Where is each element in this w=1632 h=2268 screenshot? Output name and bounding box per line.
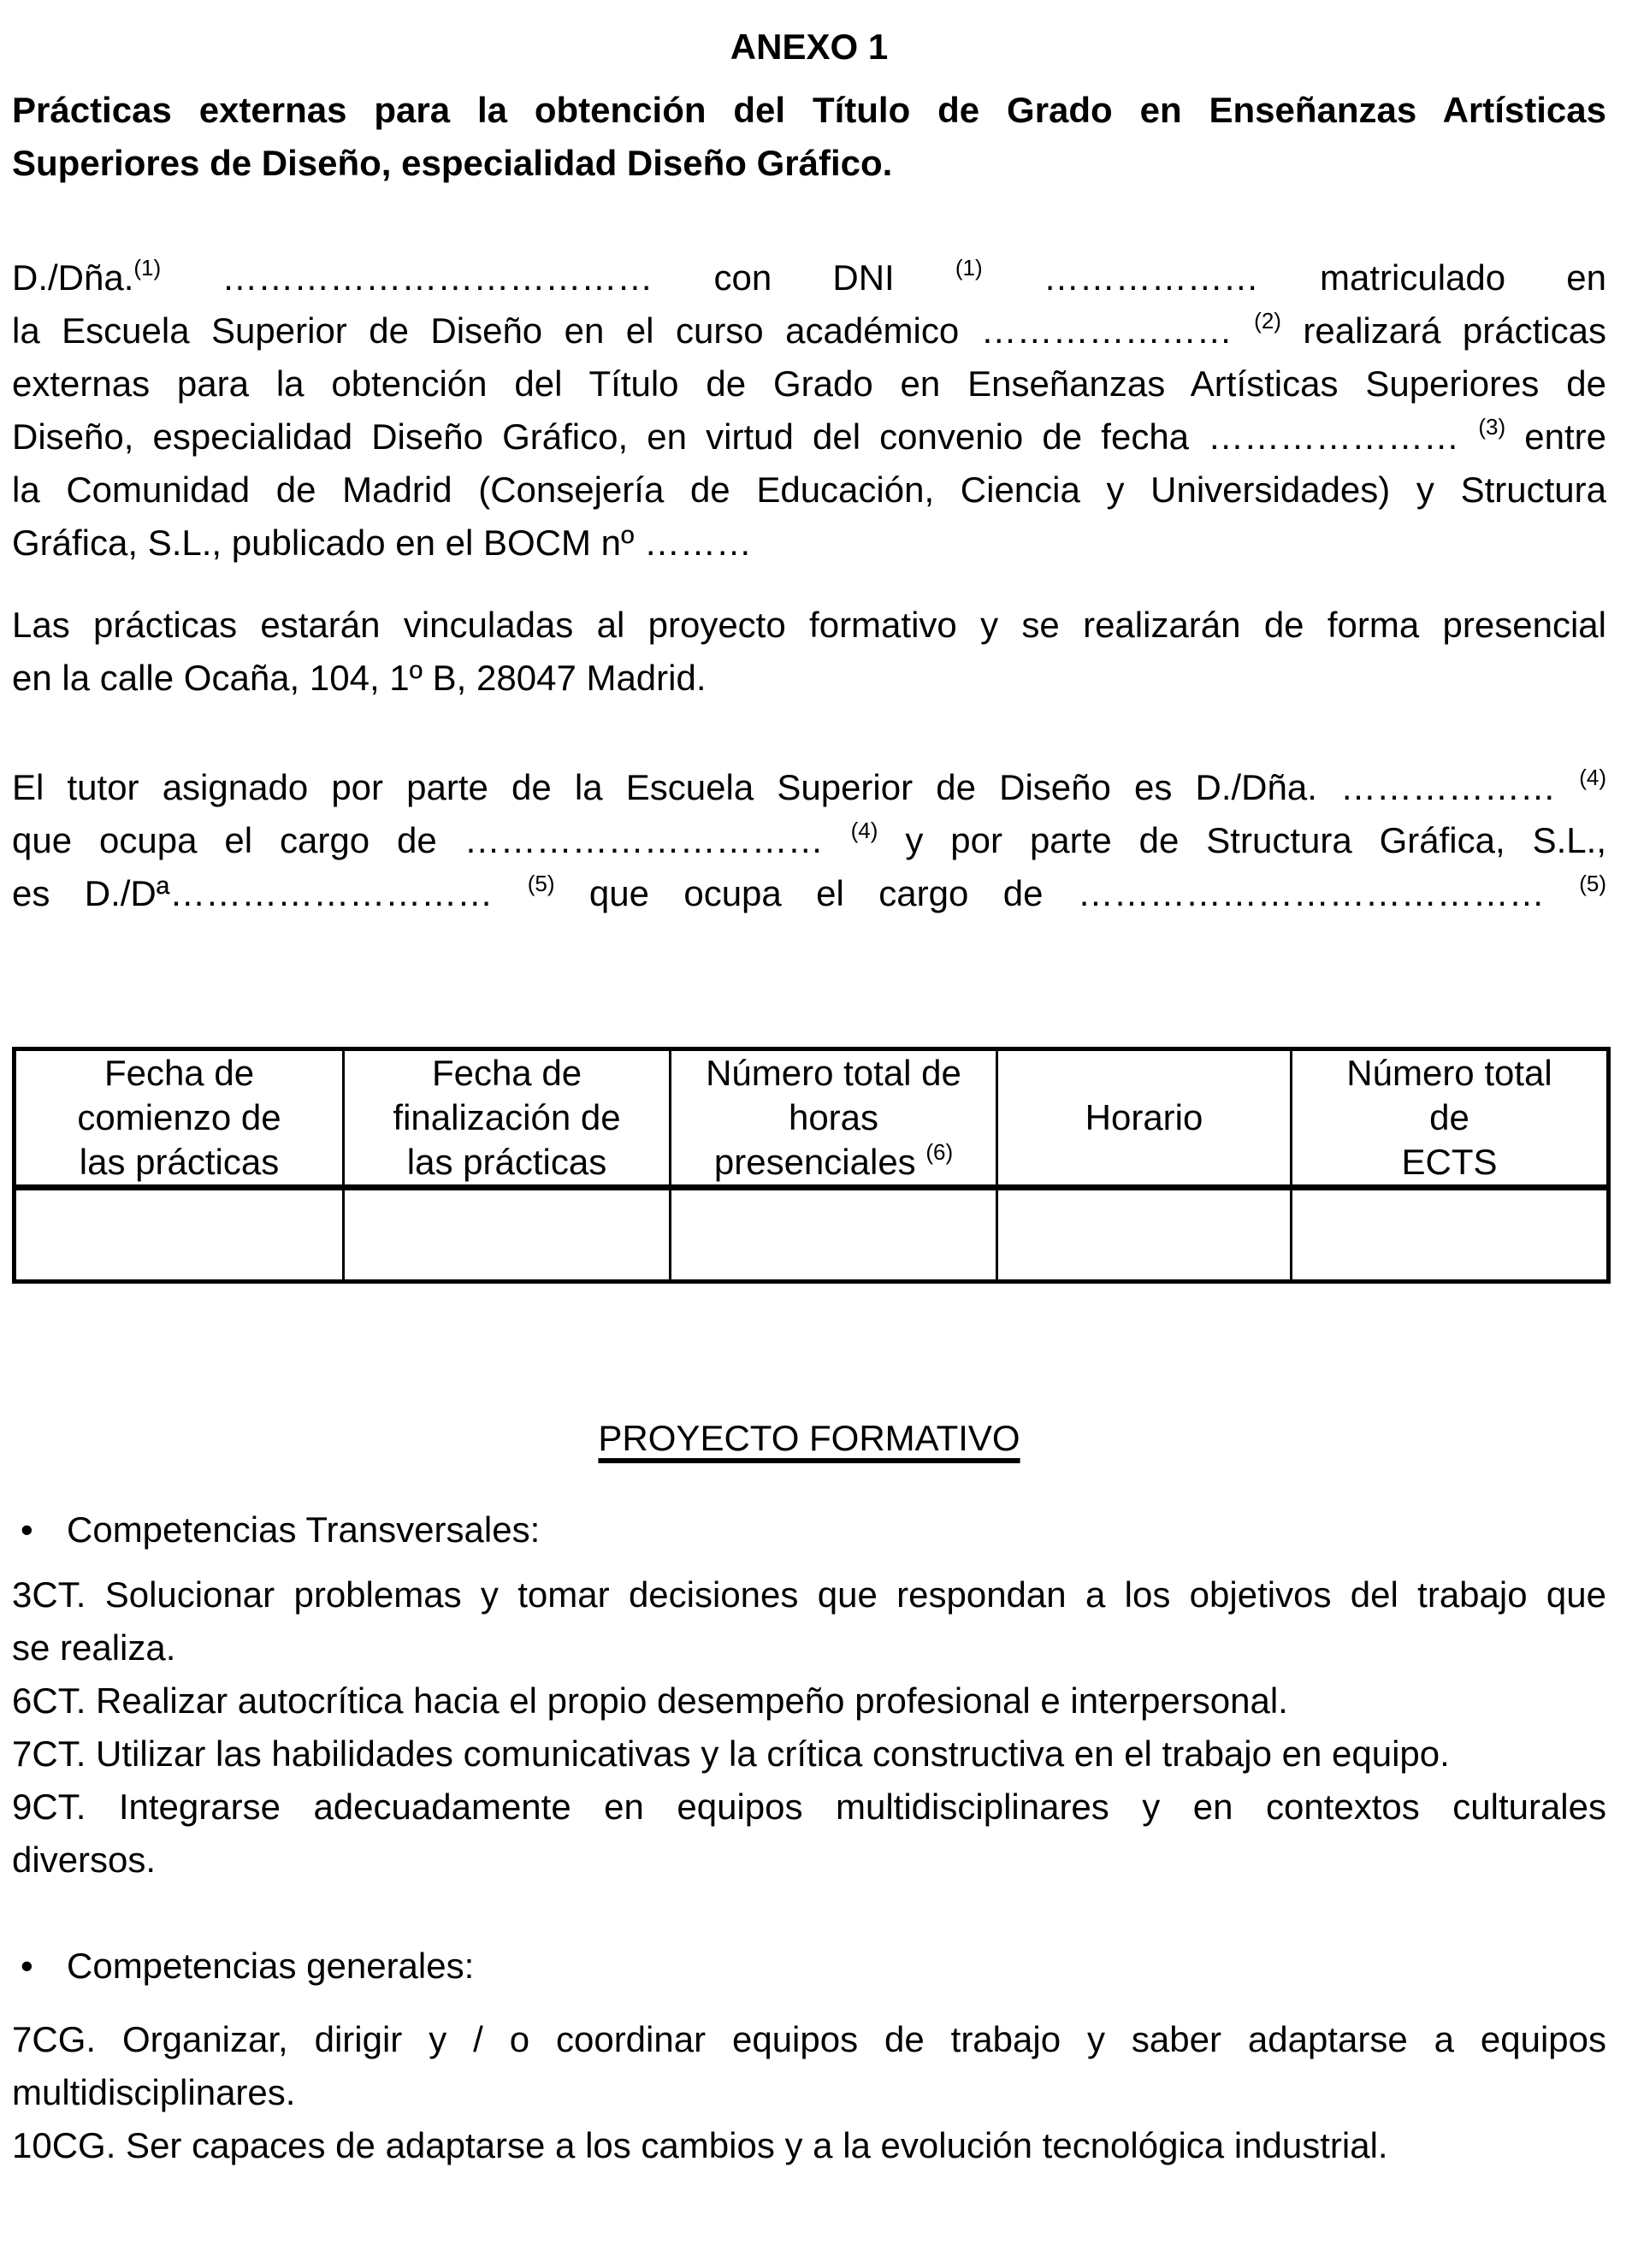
cell-empty-fecha-comienzo <box>15 1188 344 1282</box>
col-header-horas-presenciales: Número total de horas presenciales $^{(6)}$ <box>671 1049 997 1188</box>
paragraph-location <box>12 599 1606 705</box>
competencias-generales-list <box>12 2013 1606 2172</box>
paragraph-intro <box>12 251 1606 570</box>
col-header-fecha-finalizacion: Fecha de finalización de las prácticas <box>344 1049 671 1188</box>
col-header-horario: Horario <box>997 1049 1292 1188</box>
text-line: D./Dña.$^{(1)}$ ……………………………… con DNI $^{(1)}$ ……………… matriculado en <box>12 255 1606 298</box>
bullet-competencias-transversales <box>12 1503 1606 1556</box>
text-line: Gráfica, S.L., publicado en el BOCM nº ……… <box>12 523 753 563</box>
practicas-table <box>12 1047 1611 1284</box>
text-line: diversos. <box>12 1840 157 1880</box>
text-line: la Escuela Superior de Diseño en el curso académico ………………… $^{(2)}$ realizará prácticas <box>12 308 1606 351</box>
col-header-fecha-comienzo: Fecha de comienzo de las prácticas <box>15 1049 344 1188</box>
cell-empty-horario <box>997 1188 1292 1282</box>
document-heading <box>12 84 1606 190</box>
competencias-generales-label: Competencias generales: <box>67 1946 475 1986</box>
table-header-row <box>15 1049 1609 1188</box>
section-heading-proyecto-formativo <box>12 1412 1606 1465</box>
document-title: ANEXO 1 <box>730 27 889 67</box>
text-line: 10CG. Ser capaces de adaptarse a los cambios y a la evolución tecnológica industrial. <box>12 2125 1388 2165</box>
text-line: El tutor asignado por parte de la Escuela Superior de Diseño es D./Dña. ……………… $^{(4)}$ <box>12 765 1606 807</box>
cell-empty-numero-ects <box>1292 1188 1609 1282</box>
competencias-transversales-list <box>12 1568 1606 1887</box>
bullet-competencias-generales <box>12 1940 1606 1993</box>
bullet-icon: • <box>21 1946 33 1986</box>
text-line: Superiores de Diseño, especialidad Diseño Gráfico. <box>12 143 893 183</box>
cell-empty-fecha-finalizacion <box>344 1188 671 1282</box>
text-line: Prácticas externas para la obtención del Título de Grado en Enseñanzas Artísticas <box>12 90 1606 130</box>
col-header-numero-ects: Número total de ECTS <box>1292 1049 1609 1188</box>
text-line: 7CT. Utilizar las habilidades comunicativas y la crítica constructiva en el trabajo en equipo. <box>12 1733 1450 1774</box>
text-line: 9CT. Integrarse adecuadamente en equipos multidisciplinares y en contextos culturales <box>12 1787 1606 1827</box>
text-line: en la calle Ocaña, 104, 1º B, 28047 Madrid. <box>12 658 707 698</box>
text-line: es D./Dª……………………… $^{(5)}$ que ocupa el cargo de ………………………………… $^{(5)}$ <box>12 871 1606 913</box>
table-row <box>15 1188 1609 1282</box>
text-line: se realiza. <box>12 1627 176 1668</box>
competencias-transversales-label: Competencias Transversales: <box>67 1509 541 1550</box>
proyecto-formativo-label: PROYECTO FORMATIVO <box>598 1418 1020 1458</box>
text-line: 6CT. Realizar autocrítica hacia el propio desempeño profesional e interpersonal. <box>12 1680 1288 1721</box>
text-line: Las prácticas estarán vinculadas al proyecto formativo y se realizarán de forma presencial <box>12 605 1606 645</box>
text-line: multidisciplinares. <box>12 2072 296 2112</box>
text-line: Diseño, especialidad Diseño Gráfico, en virtud del convenio de fecha ………………… $^{(3)}$ entre <box>12 414 1606 457</box>
text-line: que ocupa el cargo de ………………………… $^{(4)}$ y por parte de Structura Gráfica, S.L., <box>12 818 1606 860</box>
text-line: 7CG. Organizar, dirigir y / o coordinar equipos de trabajo y saber adaptarse a equipos <box>12 2019 1606 2059</box>
text-line: 3CT. Solucionar problemas y tomar decisiones que respondan a los objetivos del trabajo que <box>12 1574 1606 1615</box>
text-line: externas para la obtención del Título de Grado en Enseñanzas Artísticas Superiores de <box>12 363 1606 404</box>
cell-empty-horas-presenciales <box>671 1188 997 1282</box>
text-line: la Comunidad de Madrid (Consejería de Educación, Ciencia y Universidades) y Structura <box>12 470 1606 510</box>
paragraph-tutors <box>12 761 1606 920</box>
bullet-icon: • <box>21 1509 33 1550</box>
